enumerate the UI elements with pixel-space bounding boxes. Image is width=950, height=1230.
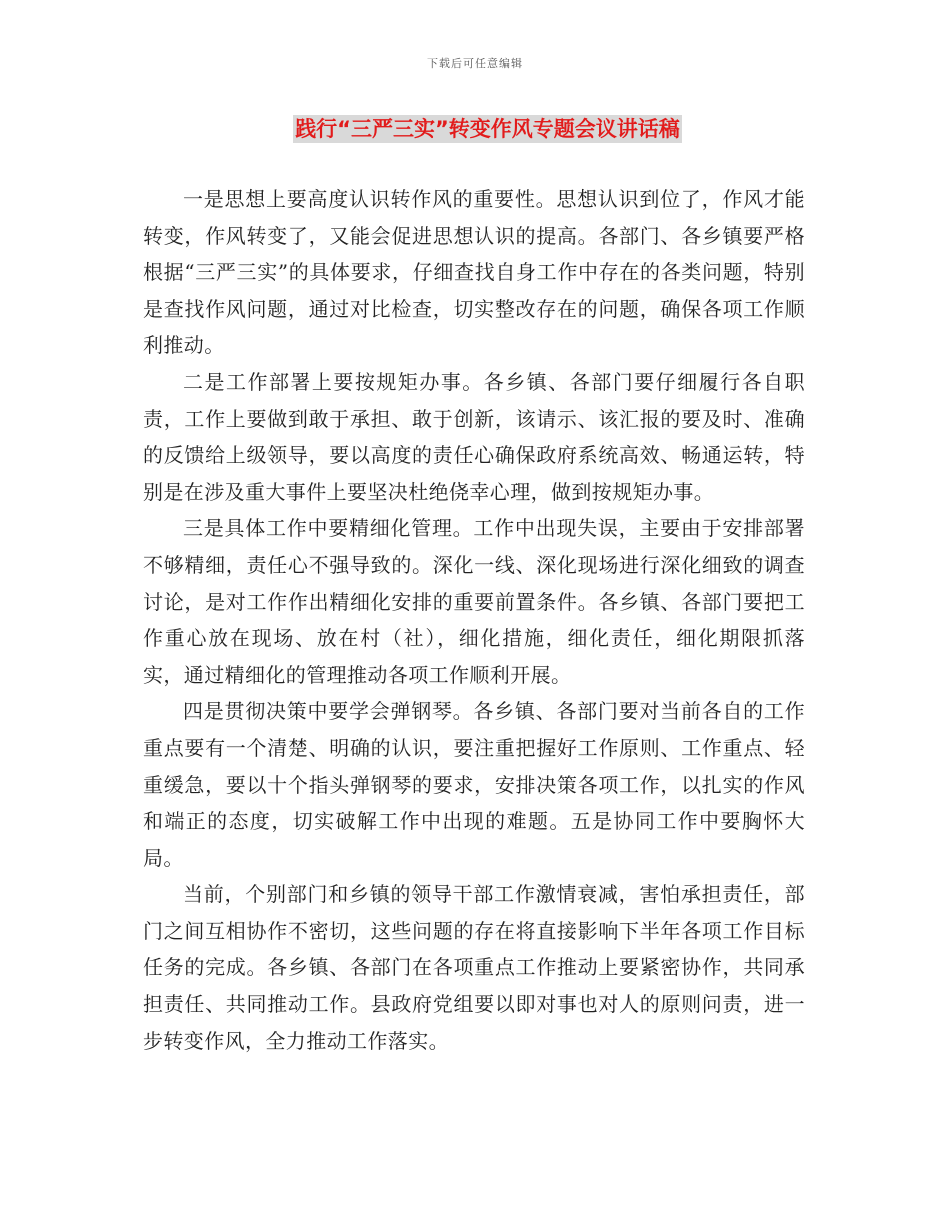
- page-header-note: 下载后可任意编辑: [427, 57, 523, 70]
- paragraph-1: 一是思想上要高度认识转作风的重要性。思想认识到位了，作风才能转变，作风转变了，又能会促进思想认识的提高。各部门、各乡镇要严格根据“三严三实”的具体要求，仔细查找自身工作中存在的各类问题，特别是查找作风问题，通过对比检查，切实整改存在的问题，确保各项工作顺利推动。: [143, 187, 805, 358]
- document-title: 践行“三严三实”转变作风专题会议讲话稿: [295, 117, 680, 141]
- paragraph-5: 当前，个别部门和乡镇的领导干部工作激情衰减，害怕承担责任，部门之间互相协作不密切，这些问题的存在将直接影响下半年各项工作目标任务的完成。各乡镇、各部门在各项重点工作推动上要紧密协作，共同承担责任、共同推动工作。县政府党组要以即对事也对人的原则问责，进一步转变作风，全力推动工作落实。: [143, 882, 805, 1053]
- document-body: [143, 181, 805, 1059]
- title-container: [0, 115, 950, 143]
- paragraph-4: 四是贯彻决策中要学会弹钢琴。各乡镇、各部门要对当前各自的工作重点要有一个清楚、明确的认识，要注重把握好工作原则、工作重点、轻重缓急，要以十个指头弹钢琴的要求，安排决策各项工作，以扎实的作风和端正的态度，切实破解工作中出现的难题。五是协同工作中要胸怀大局。: [143, 699, 805, 870]
- paragraph-3: 三是具体工作中要精细化管理。工作中出现失误，主要由于安排部署不够精细，责任心不强导致的。深化一线、深化现场进行深化细致的调查讨论，是对工作作出精细化安排的重要前置条件。各乡镇、各部门要把工作重心放在现场、放在村（社），细化措施，细化责任，细化期限抓落实，通过精细化的管理推动各项工作顺利开展。: [143, 516, 805, 687]
- paragraph-2: 二是工作部署上要按规矩办事。各乡镇、各部门要仔细履行各自职责，工作上要做到敢于承担、敢于创新，该请示、该汇报的要及时、准确的反馈给上级领导，要以高度的责任心确保政府系统高效、畅通运转，特别是在涉及重大事件上要坚决杜绝侥幸心理，做到按规矩办事。: [143, 369, 805, 504]
